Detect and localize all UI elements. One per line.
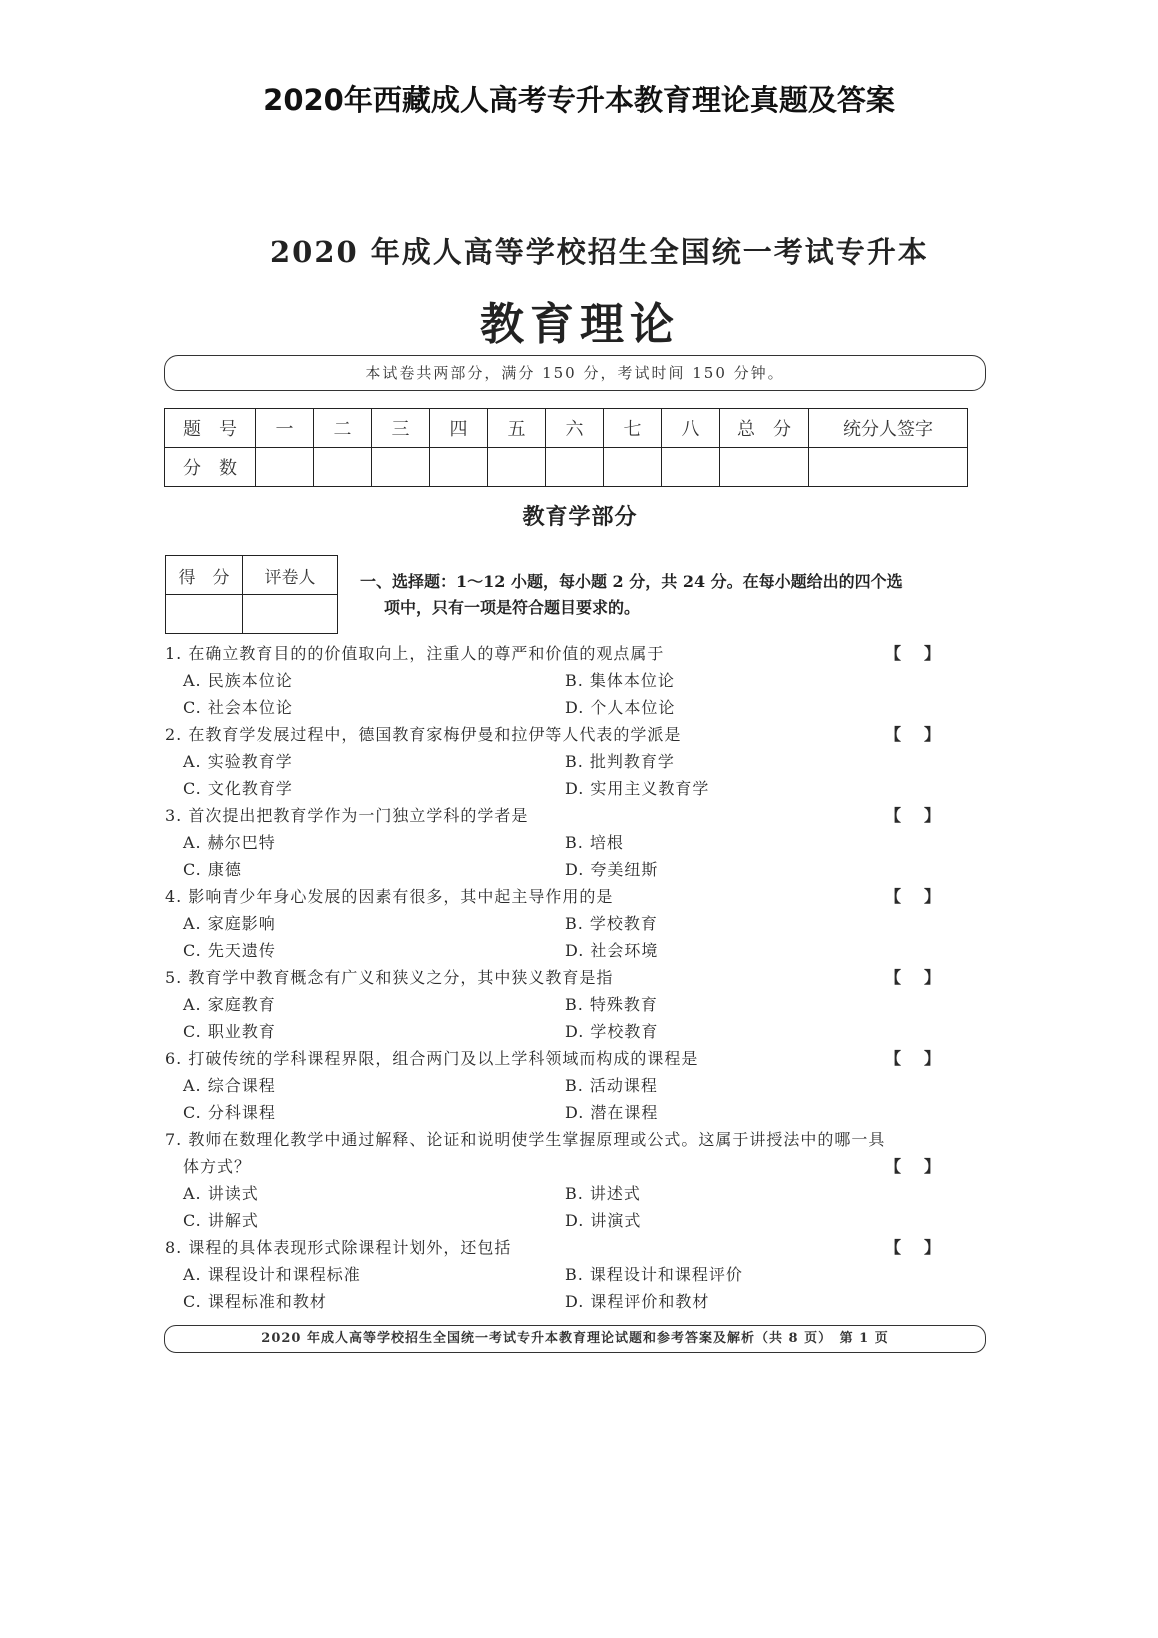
option: B. 讲述式 (565, 1184, 641, 1203)
document-title: 2020年西藏成人高考专升本教育理论真题及答案 (263, 83, 895, 117)
option: C. 课程标准和教材 (183, 1292, 327, 1311)
question-stem-row (165, 1045, 985, 1072)
score-table-row-label: 分 数 (165, 448, 256, 487)
score-cell (604, 448, 662, 487)
option: A. 家庭影响 (183, 914, 276, 933)
question-stem-row (165, 883, 985, 910)
option: A. 赫尔巴特 (183, 833, 276, 852)
score-cell (720, 448, 809, 487)
option: C. 职业教育 (183, 1022, 276, 1041)
option: D. 夸美纽斯 (565, 860, 659, 879)
answer-bracket: 【 】 (885, 1238, 941, 1257)
option-row (165, 829, 985, 856)
option: C. 先天遗传 (183, 941, 276, 960)
question-stem-row (165, 802, 985, 829)
option: C. 社会本位论 (183, 698, 293, 717)
score-table-header-cell: 七 (604, 409, 662, 448)
option-row (165, 1207, 985, 1234)
question-stem: 1. 在确立教育目的的价值取向上，注重人的尊严和价值的观点属于 (165, 644, 665, 663)
option: D. 个人本位论 (565, 698, 676, 717)
option-row (165, 910, 985, 937)
option: B. 活动课程 (565, 1076, 658, 1095)
option: D. 学校教育 (565, 1022, 659, 1041)
option: A. 民族本位论 (183, 671, 293, 690)
question-stem: 6. 打破传统的学科课程界限，组合两门及以上学科领域而构成的课程是 (165, 1049, 699, 1068)
option-row (165, 775, 985, 802)
question-stem: 8. 课程的具体表现形式除课程计划外，还包括 (165, 1238, 512, 1257)
answer-bracket: 【 】 (885, 644, 941, 663)
score-cell (372, 448, 430, 487)
option: A. 课程设计和课程标准 (183, 1265, 361, 1284)
option: B. 集体本位论 (565, 671, 675, 690)
score-cell (488, 448, 546, 487)
option: D. 实用主义教育学 (565, 779, 710, 798)
option-row (165, 1261, 985, 1288)
option: B. 批判教育学 (565, 752, 675, 771)
option-row (165, 694, 985, 721)
question-stem: 5. 教育学中教育概念有广义和狭义之分，其中狭义教育是指 (165, 968, 614, 987)
score-cell (662, 448, 720, 487)
question-stem-row (165, 1126, 985, 1153)
instruction-line: 项中，只有一项是符合题目要求的。 (384, 598, 641, 617)
option: D. 社会环境 (565, 941, 659, 960)
question-stem: 3. 首次提出把教育学作为一门独立学科的学者是 (165, 806, 529, 825)
score-table (164, 408, 968, 487)
grader-table (165, 555, 338, 634)
answer-bracket: 【 】 (885, 968, 941, 987)
option-row (165, 1180, 985, 1207)
question-stem-row (165, 640, 985, 667)
question-stem-continued: 体方式？ (183, 1157, 252, 1176)
question-stem-row (165, 964, 985, 991)
option-row (165, 1288, 985, 1315)
score-table-header-cell: 四 (430, 409, 488, 448)
option-row (165, 937, 985, 964)
question-stem-row (165, 721, 985, 748)
grader-name-label: 评卷人 (243, 556, 338, 595)
score-table-header-cell: 八 (662, 409, 720, 448)
exam-subject: 教育理论 (480, 299, 680, 350)
exam-header: 2020 年成人高等学校招生全国统一考试专升本 (270, 235, 929, 269)
option: D. 讲演式 (565, 1211, 642, 1230)
score-table-header-cell: 三 (372, 409, 430, 448)
option-row (165, 1018, 985, 1045)
question-stem: 4. 影响青少年身心发展的因素有很多，其中起主导作用的是 (165, 887, 614, 906)
option: A. 综合课程 (183, 1076, 276, 1095)
score-cell (546, 448, 604, 487)
question-list (165, 640, 985, 1315)
option: C. 文化教育学 (183, 779, 293, 798)
grader-score-label: 得 分 (166, 556, 243, 595)
grader-name-cell (243, 595, 338, 634)
option: C. 分科课程 (183, 1103, 276, 1122)
answer-bracket: 【 】 (885, 887, 941, 906)
option: C. 讲解式 (183, 1211, 259, 1230)
scanned-exam-page (160, 200, 1000, 1420)
answer-bracket: 【 】 (885, 1049, 941, 1068)
question-stem: 7. 教师在数理化教学中通过解释、论证和说明使学生掌握原理或公式。这属于讲授法中的哪一具 (165, 1130, 886, 1149)
option-row (165, 1099, 985, 1126)
section-instruction (360, 569, 980, 621)
score-table-header-cell: 六 (546, 409, 604, 448)
question-stem: 2. 在教育学发展过程中，德国教育家梅伊曼和拉伊等人代表的学派是 (165, 725, 682, 744)
option: D. 课程评价和教材 (565, 1292, 710, 1311)
question-stem-row (165, 1234, 985, 1261)
option: A. 讲读式 (183, 1184, 259, 1203)
page-footer: 2020 年成人高等学校招生全国统一考试专升本教育理论试题和参考答案及解析（共 8 页） 第 1 页 (164, 1325, 986, 1353)
instruction-line: 一、选择题：1～12 小题，每小题 2 分，共 24 分。在每小题给出的四个选 (360, 572, 903, 591)
score-table-header-cell: 总 分 (720, 409, 809, 448)
answer-bracket: 【 】 (885, 725, 941, 744)
score-table-header-cell: 题 号 (165, 409, 256, 448)
option: A. 家庭教育 (183, 995, 276, 1014)
option: D. 潜在课程 (565, 1103, 659, 1122)
option: C. 康德 (183, 860, 242, 879)
section-title: 教育学部分 (522, 504, 638, 530)
option: B. 课程设计和课程评价 (565, 1265, 743, 1284)
option-row (165, 856, 985, 883)
grader-score-cell (166, 595, 243, 634)
option-row (165, 667, 985, 694)
score-cell (809, 448, 968, 487)
question-stem-row (165, 1153, 985, 1180)
option: A. 实验教育学 (183, 752, 293, 771)
score-cell (314, 448, 372, 487)
option: B. 学校教育 (565, 914, 658, 933)
score-cell (430, 448, 488, 487)
option-row (165, 991, 985, 1018)
score-table-header-cell: 一 (256, 409, 314, 448)
score-table-header-cell: 二 (314, 409, 372, 448)
score-table-header-cell: 统分人签字 (809, 409, 968, 448)
score-cell (256, 448, 314, 487)
exam-note: 本试卷共两部分，满分 150 分，考试时间 150 分钟。 (164, 355, 986, 391)
answer-bracket: 【 】 (885, 1157, 941, 1176)
score-table-header-cell: 五 (488, 409, 546, 448)
answer-bracket: 【 】 (885, 806, 941, 825)
option: B. 特殊教育 (565, 995, 658, 1014)
option: B. 培根 (565, 833, 624, 852)
option-row (165, 1072, 985, 1099)
option-row (165, 748, 985, 775)
